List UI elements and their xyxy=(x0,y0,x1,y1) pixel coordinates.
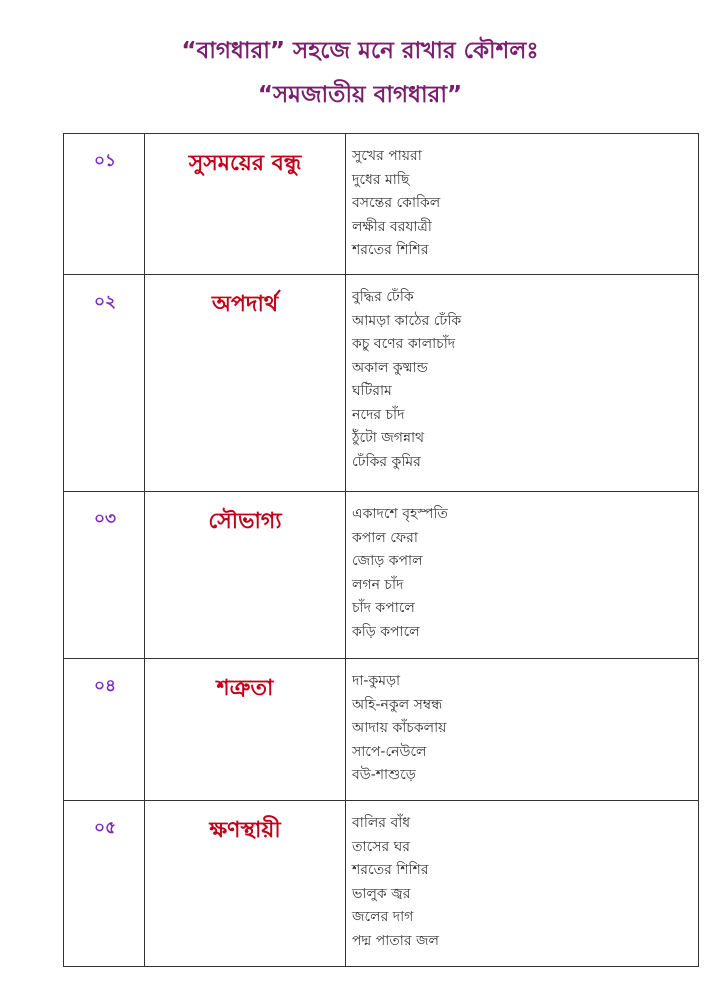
idiom-item: লগন চাঁদ xyxy=(352,576,404,593)
idiom-item: অকাল কুষ্মান্ড xyxy=(352,359,428,376)
idiom-item: বউ-শাশুড়ে xyxy=(352,767,416,783)
idiom-list xyxy=(346,134,699,275)
page-title: “বাগধারা” সহজে মনে রাখার কৌশলঃ xyxy=(181,38,539,64)
idiom-item: ঠুঁটো জগন্নাথ xyxy=(352,430,425,446)
row-number: ০১ xyxy=(94,151,117,171)
row-number: ০৫ xyxy=(94,818,117,838)
idiom-item: অহি-নকুল সম্বন্ধ xyxy=(352,696,443,713)
idiom-item: জলের দাগ xyxy=(352,909,414,925)
idiom-item: আদায় কাঁচকলায় xyxy=(352,720,447,736)
table-row xyxy=(64,134,699,275)
idiom-item: তাসের ঘর xyxy=(352,838,410,855)
idiom-item: জোড় কপাল xyxy=(352,553,423,569)
idiom-item: সাপে-নেউলে xyxy=(352,743,427,760)
idiom-item: বালির বাঁধ xyxy=(352,815,411,831)
row-topic: সৌভাগ্য xyxy=(208,509,282,534)
table-row xyxy=(64,801,699,967)
idiom-item: কপাল ফেরা xyxy=(352,529,418,546)
idiom-item: শরতের শিশির xyxy=(352,242,429,258)
idiom-item: ঢেঁকির কুমির xyxy=(352,453,421,470)
idiom-item: সুখের পায়রা xyxy=(352,148,422,164)
idiom-item: লক্ষীর বরযাত্রী xyxy=(352,218,432,235)
table-row xyxy=(64,275,699,492)
idiom-item: কচু বণের কালাচাঁদ xyxy=(352,336,456,352)
idiom-item: বসন্তের কোকিল xyxy=(352,195,441,211)
idiom-item: দুধের মাছি xyxy=(352,171,410,188)
table-row xyxy=(64,659,699,801)
idiom-table xyxy=(63,133,699,967)
row-number: ০৩ xyxy=(94,509,117,529)
page-subtitle: “সমজাতীয় বাগধারা” xyxy=(257,82,463,108)
idiom-item: ভালুক জ্বর xyxy=(352,885,411,902)
idiom-item: একাদশে বৃহস্পতি xyxy=(352,506,448,522)
row-topic: সুসময়ের বন্ধু xyxy=(188,151,302,176)
idiom-item: চাঁদ কপালে xyxy=(352,600,415,616)
idiom-item: দা-কুমড়া xyxy=(352,673,401,689)
idiom-item: নদের চাঁদ xyxy=(352,406,405,423)
row-number: ০৪ xyxy=(94,676,117,696)
idiom-item: আমড়া কাঠের ঢেঁকি xyxy=(352,312,462,329)
row-topic: শত্রুতা xyxy=(216,676,274,701)
table-row xyxy=(64,492,699,659)
row-topic: ক্ষণস্থায়ী xyxy=(209,818,281,843)
idiom-item: ঘটিরাম xyxy=(352,383,392,399)
idiom-list xyxy=(346,659,699,801)
idiom-item: বুদ্ধির ঢেঁকি xyxy=(352,289,414,305)
row-topic: অপদার্থ xyxy=(211,292,279,317)
idiom-list xyxy=(346,801,699,967)
idiom-item: কড়ি কপালে xyxy=(352,623,420,640)
idiom-item: পদ্ম পাতার জল xyxy=(352,932,439,949)
idiom-item: শরতের শিশির xyxy=(352,862,429,878)
idiom-list xyxy=(346,275,699,492)
row-number: ০২ xyxy=(94,292,117,312)
idiom-list xyxy=(346,492,699,659)
